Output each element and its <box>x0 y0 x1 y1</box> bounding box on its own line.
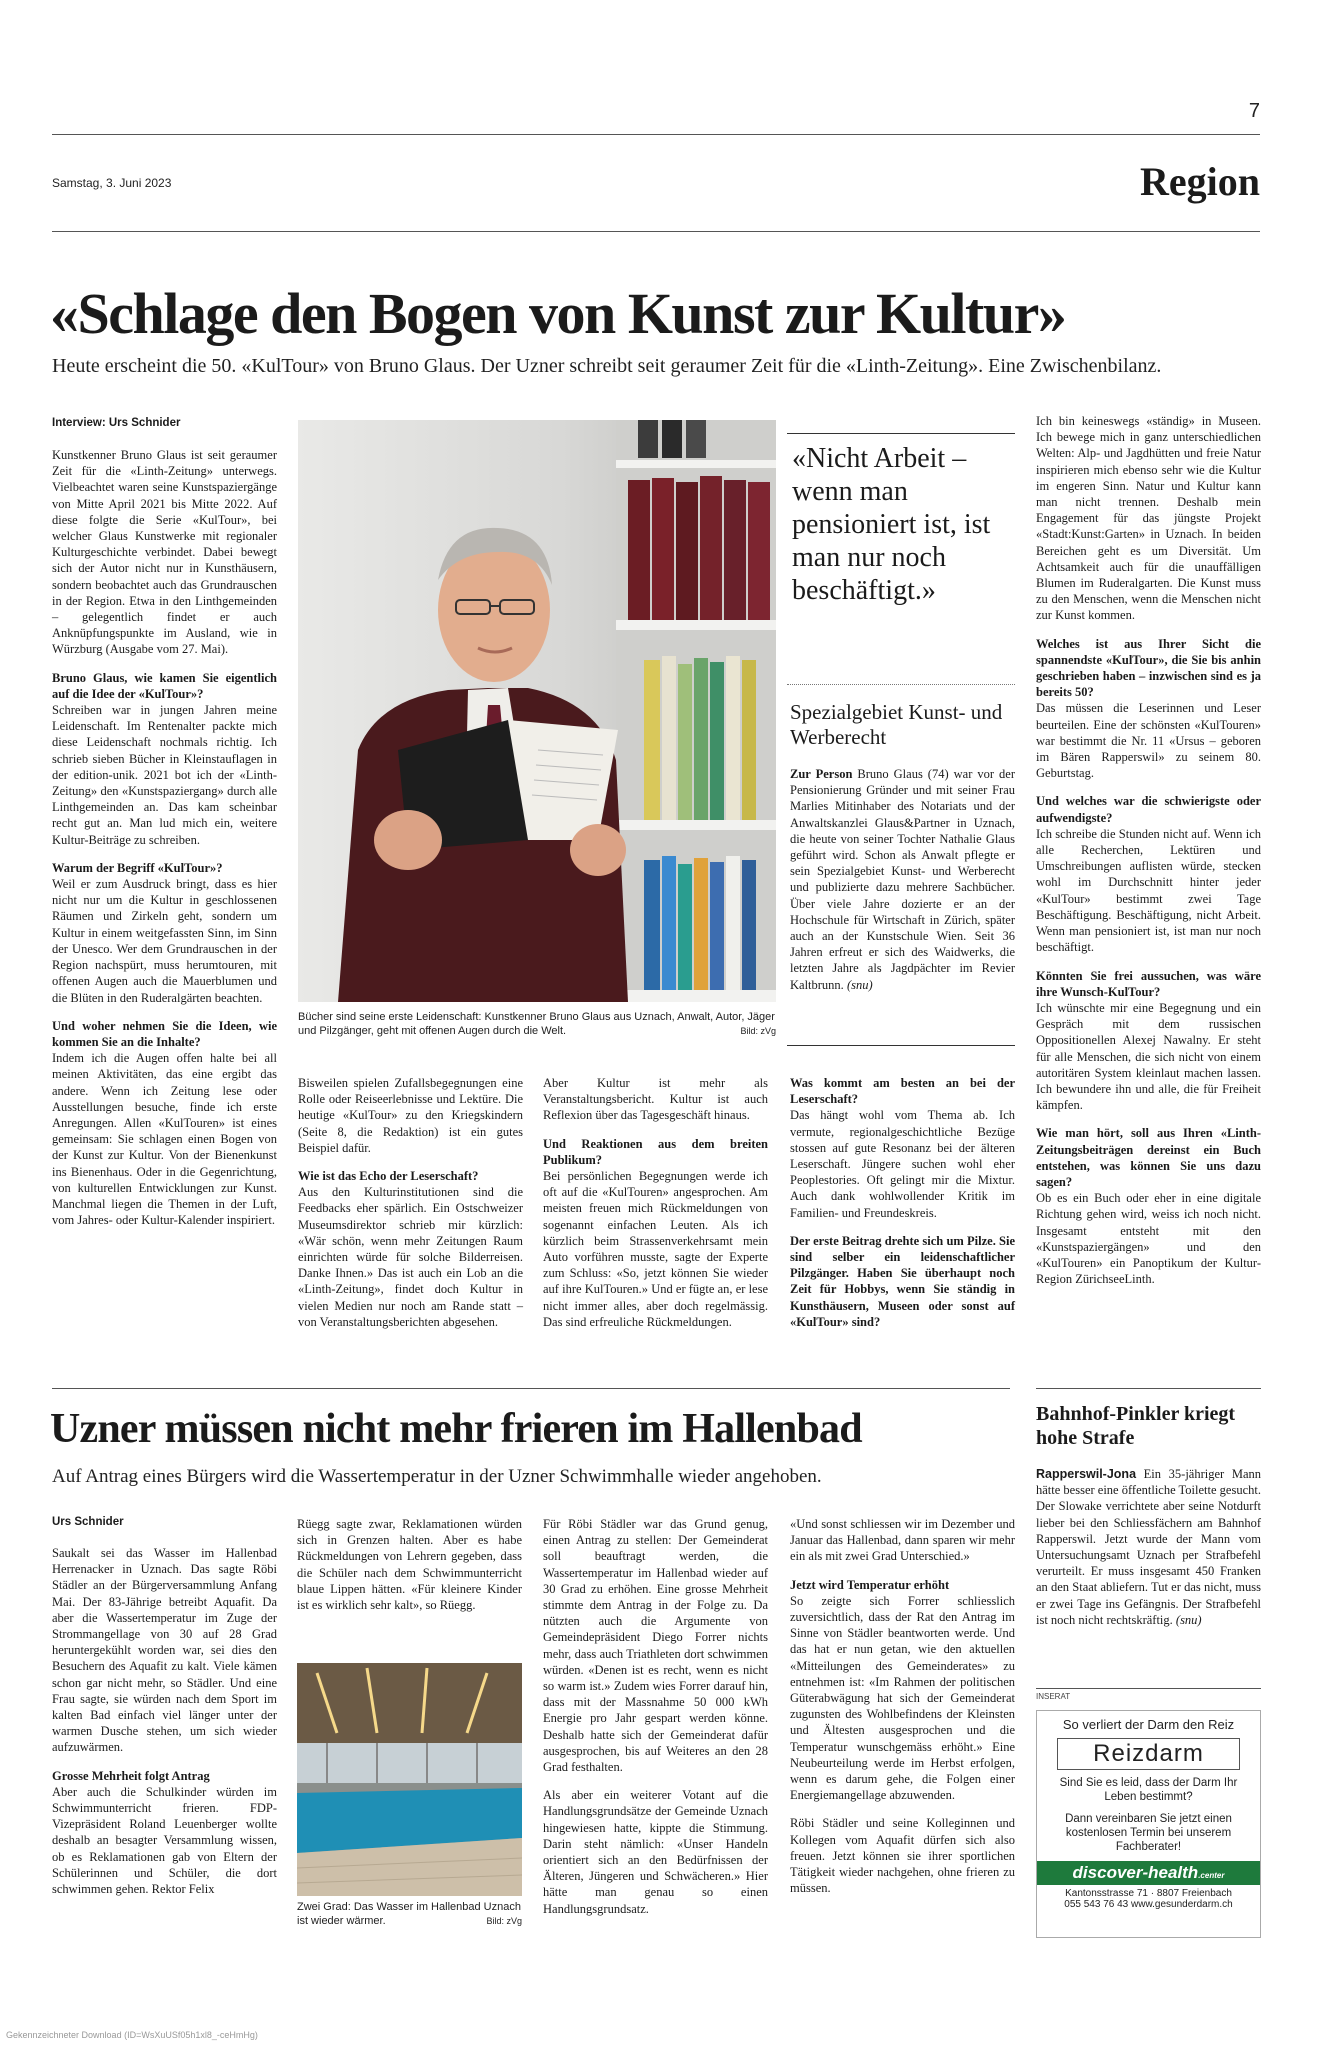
paragraph: Aber auch die Schulkinder würden im Schwimmunterricht frieren. FDP-Vizepräsident Roland Leuenberger wollte deshalb an besagter Versammlung wissen, ob es Reklamationen gab von Eltern der Schülerinnen und Schüler, die dort schwimmen gehen. Rektor Felix <box>52 1784 277 1897</box>
ad-question: Sind Sie es leid, dass der Darm Ihr Leben bestimmt? <box>1059 1777 1238 1803</box>
sidebar-text <box>1036 1466 1261 1628</box>
article2-headline: Uzner müssen nicht mehr frieren im Hallenbad <box>50 1406 862 1452</box>
question: Was kommt am besten an bei der Leserschaft? <box>790 1076 1015 1107</box>
question: Jetzt wird Temperatur erhöht <box>790 1577 950 1592</box>
download-id: Gekennzeichneter Download (ID=WsXuUSf05h1xl8_-ceHmHg) <box>6 2030 258 2040</box>
article2-byline: Urs Schnider <box>52 1516 124 1528</box>
sidebar-rule <box>1036 1388 1261 1389</box>
article1-column-1 <box>52 447 277 1240</box>
portrait-caption <box>298 1010 776 1038</box>
question: Welches ist aus Ihrer Sicht die spannendste «KulTour», die Sie bis anhin geschrieben haben – inzwischen sind es ja bereits 50? <box>1036 636 1261 700</box>
article1-column-5 <box>1036 413 1261 1299</box>
ad-address: Kantonsstrasse 71 · 8807 Freienbach <box>1065 1888 1232 1899</box>
paragraph: «Und sonst schliessen wir im Dezember und Januar das Hallenbad, dann sparen wir mehr ein als mit zwei Grad Unterschied.» <box>790 1517 1015 1564</box>
ad-logo-suffix: .center <box>1198 1871 1225 1880</box>
paragraph: Röbi Städler und seine Kolleginnen und Kollegen vom Aquafit dürfen sich also freuen. Jetzt können sie ihrer sportlichen Tätigkeit wieder nachgehen, ohne frieren zu müssen. <box>790 1816 1015 1896</box>
question: Und Reaktionen aus dem breiten Publikum? <box>543 1136 768 1167</box>
person-box-body: Bruno Glaus (74) war vor der Pensionierung Gründer und mit seiner Frau Marlies Mitinhaber des Notariats und der Anwaltskanzlei Glaus&Partner in Uznach, die heute von seiner Tochter Nathalie Glaus geführt wird. Schon als Anwalt pflegte er sein Spezialgebiet Kunst- und Werberecht und publizierte dazu mehrere Sachbücher. Über viele Jahre dozierte er an der Hochschule für Wirtschaft in Zürich, später auch an der Kunstschule Wien. Seit 36 Jahren erfreut er sich des Waidwerks, die letzten Jahre als Jagdpächter im Revier Kaltbrunn. <box>790 767 1015 992</box>
article2-column-4 <box>790 1516 1015 1908</box>
person-box-signature: (snu) <box>846 977 873 992</box>
question: Und woher nehmen Sie die Ideen, wie kommen Sie an die Inhalte? <box>52 1018 277 1049</box>
article2-lead: Auf Antrag eines Bürgers wird die Wassertemperatur in der Uzner Schwimmhalle wieder angehoben. <box>52 1466 822 1487</box>
article1-column-4 <box>790 1075 1015 1330</box>
paragraph: Ich bin keineswegs «ständig» in Museen. Ich bewege mich in ganz unterschiedlichen Welten: Alp- und Jagdhütten und freie Natur inspirieren mich ebenso sehr wie die Kultur im engeren Sinn. Natur und Kultur kann man nicht trennen. Deshalb mein Engagement für das jüngste Projekt «Stadt:Kunst:Garten» in Uznach. In beiden Bereichen geht es um Diversität. Um Achtsamkeit auch für die unauffälligen Blumen im Ruderalgarten. Die Kunst muss zu den Menschen, wenn die Menschen nicht zur Kunst kommen. <box>1036 414 1261 623</box>
question: Bruno Glaus, wie kamen Sie eigentlich auf die Idee der «KulTour»? <box>52 670 277 701</box>
portrait-caption-text: Bücher sind seine erste Leidenschaft: Kunstkenner Bruno Glaus aus Uznach, Anwalt, Autor, Jäger und Pilzgänger, geht mit offenen Augen durch die Welt. <box>298 1011 775 1037</box>
ad-reizdarm[interactable] <box>1036 1710 1261 1938</box>
section-rule <box>52 231 1260 232</box>
paragraph: Das hängt wohl vom Thema ab. Ich vermute, regionalgeschichtliche Bezüge stossen auf gute Resonanz bei der älteren Leserschaft. Jüngere suchen wohl eher Peoplestories. Oft gelingt mir die Mixtur. Auch dank wohlwollender Kritik im Familien- und Freundeskreis. <box>790 1108 1015 1220</box>
person-box-text <box>790 766 1015 993</box>
portrait-photo <box>298 420 776 1002</box>
article1-headline: «Schlage den Bogen von Kunst zur Kultur» <box>50 281 1066 346</box>
paragraph: Rüegg sagte zwar, Reklamationen würden sich in Grenzen halten. Aber es habe Rückmeldungen von Lehrern gegeben, dass die Schüler nach dem Schwimmunterricht blaue Lippen hätten. «Für kleinere Kinder ist es wirklich sehr kalt», so Rüegg. <box>297 1517 522 1613</box>
paragraph: Aber Kultur ist mehr als Veranstaltungsbericht. Kultur ist auch Reflexion über das Tagesgeschäft hinaus. <box>543 1076 768 1123</box>
page-number: 7 <box>1248 100 1260 122</box>
paragraph: Für Röbi Städler war das Grund genug, einen Antrag zu stellen: Der Gemeinderat soll beauftragt werden, die Wassertemperatur im Hallenbad wieder auf 30 Grad zu erhöhen. Eine grosse Mehrheit stimmte dem Antrag in der Folge zu. Da nützten auch die Argumente von Gemeindepräsident Diego Forrer nichts mehr, dass auch Triathleten dort schwimmen würden. «Denen ist es recht, wenn es nicht so warm ist.» Zudem wies Forrer darauf hin, dass mit der Massnahme 50 000 kWh Energie pro Jahr gespart werden könne. Deshalb hatte sich der Gemeinderat dafür ausgesprochen, bis auf Weiteres an den 28 Grad festhalten. <box>543 1517 768 1775</box>
question: Grosse Mehrheit folgt Antrag <box>52 1768 210 1783</box>
question: Der erste Beitrag drehte sich um Pilze. Sie sind selber ein leidenschaftlicher Pilzgänger. Haben Sie überhaupt noch Zeit für Hobbys, wenn Sie ständig in Kunsthäusern, Museen oder sonst auf «KulTour» sind? <box>790 1233 1015 1329</box>
sidebar-signature: (snu) <box>1175 1612 1202 1627</box>
portrait-illustration <box>298 420 776 1002</box>
paragraph: Ich wünschte mir eine Begegnung und ein Gespräch mit dem russischen Oppositionellen Alexej Nawalny. Er steht für alle Menschen, die sich nicht von einem autoritären System kleinlaut machen lassen. Ich bewundere ihn und alle, die für Freiheit kämpfen. <box>1036 1000 1261 1113</box>
pull-quote: «Nicht Arbeit – wenn man pensioniert ist, ist man nur noch beschäftigt.» <box>792 443 991 606</box>
paragraph: Schreiben war in jungen Jahren meine Leidenschaft. Im Rentenalter packte mich diese Leidenschaft nochmals richtig. Ich schrieb sieben Bücher in Kleinstauflagen in der edition-unik. 2021 bot ich der «Linth-Zeitung» den «Kunstspaziergang» durch alle Linthgemeinden an. Das kam scheinbar recht gut an. Man lud mich ein, weitere Kultur-Beiträge zu schreiben. <box>52 703 277 847</box>
person-box-label: Zur Person <box>790 767 853 781</box>
question: Wie ist das Echo der Leserschaft? <box>298 1169 479 1184</box>
section-title: Region <box>1140 159 1260 204</box>
article2-column-2 <box>297 1516 522 1625</box>
question: Könnten Sie frei aussuchen, was wäre ihre Wunsch-KulTour? <box>1036 968 1261 999</box>
ad-logo <box>1037 1861 1260 1885</box>
question: Warum der Begriff «KulTour»? <box>52 860 223 875</box>
ad-label: INSERAT <box>1036 1692 1071 1701</box>
box-dotted-rule <box>787 684 1015 685</box>
ad-call-to-action: Dann vereinbaren Sie jetzt einen kostenlosen Termin bei unserem Fachberater! <box>1065 1813 1232 1853</box>
ad-rule <box>1036 1688 1261 1689</box>
pool-photo-credit: Bild: zVg <box>486 1916 522 1926</box>
paragraph: Bei persönlichen Begegnungen werde ich oft auf die «KulTouren» angesprochen. Am meisten freuen mich Rückmeldungen von sogenannt einfachen Leuten. Als ich kürzlich beim Strassenverkehrsamt mein Auto vorführen musste, sagte der Experte zum Schluss: «So, jetzt können Sie wieder auf ihre KulTouren.» Und er fügte an, er lese nicht immer alles, aber doch regelmässig. Das sind erfreuliche Rückmeldungen. <box>543 1169 768 1329</box>
person-box-title: Spezialgebiet Kunst- und Werberecht <box>790 700 1003 749</box>
pool-caption-text: Zwei Grad: Das Wasser im Hallenbad Uznach ist wieder wärmer. <box>297 1901 521 1927</box>
sidebar-dateline: Rapperswil-Jona <box>1036 1467 1137 1481</box>
paragraph: Weil er zum Ausdruck bringt, dass es hier nicht nur um die Kultur in geschlossenen Räumen und Zirkeln geht, sondern um Kultur in einem weitgefassten Sinn, im Sinn der Unesco. Wer dem Grundrauschen in der Region nachspürt, muss herumtouren, mit offenen Augen auch die Mauerblumen und die Blüten in den Ruderalgärten beachten. <box>52 877 277 1005</box>
paragraph: Das müssen die Leserinnen und Leser beurteilen. Eine der schönsten «KulTouren» war bestimmt die Nr. 11 «Ursus – geboren im Bären Rapperswil» zu seinem 80. Geburtstag. <box>1036 701 1261 781</box>
header-rule <box>52 134 1260 135</box>
sidebar-headline: Bahnhof-Pinkler kriegt hohe Strafe <box>1036 1403 1236 1449</box>
issue-date: Samstag, 3. Juni 2023 <box>52 176 172 190</box>
paragraph: Saukalt sei das Wasser im Hallenbad Herrenacker in Uznach. Das sagte Röbi Städler an der Bürgerversammlung Anfang Mai. Der 83-Jährige betreibt Aquafit. Da aber die Wassertemperatur im Zuge der Strommangellage von 30 auf 28 Grad heruntergekühlt worden war, sei dies den Besuchern des Aquafit zu kalt. Viele kämen schon gar nicht mehr, so Städler. Und eine Frau sagte, sie würden nach dem Sport im kalten Bad einfach viel länger unter der warmen Dusche stehen, um sich wieder aufzuwärmen. <box>52 1546 277 1755</box>
pool-caption <box>297 1900 522 1928</box>
paragraph: Aus den Kulturinstitutionen sind die Feedbacks eher spärlich. Ein Ostschweizer Museumsdirektor schrieb mir kürzlich: «Wär schön, wenn mehr Zeitungen Raum einrichten würde für solche Bilderreisen. Danke Ihnen.» Das ist auch ein Lob an die «Linth-Zeitung», findet doch Kultur in vielen Medien nur noch am Rande statt – von Veranstaltungsberichten abgesehen. <box>298 1185 523 1329</box>
paragraph: Ob es ein Buch oder eher in eine digitale Richtung gehen wird, weiss ich noch nicht. Insgesamt entsteht mit den «Kunstspaziergängen» und den «KulTouren» ein Panoptikum der Kultur-Region ZürichseeLinth. <box>1036 1191 1261 1287</box>
ad-tagline: So verliert der Darm den Reiz <box>1062 1717 1235 1732</box>
article2-column-1 <box>52 1545 277 1909</box>
sidebar-body: Ein 35-jähriger Mann hätte besser eine öffentliche Toilette gesucht. Der Slowake verrichtete aber seine Notdurft lieber bei den Schliessfächern am Bahnhof Rapperswil. Jetzt wurde der Mann vom Untersuchungsamt Uznach per Strafbefehl verurteilt. Er muss insgesamt 450 Franken an den Staat abliefern. Tut er das nicht, muss er zwei Tage ins Gefängnis. Der Strafbefehl ist noch nicht rechtskräftig. <box>1036 1467 1261 1627</box>
article2-rule <box>52 1388 1010 1389</box>
person-box-rule <box>787 1045 1015 1046</box>
article1-column-3 <box>543 1075 768 1342</box>
pool-photo <box>297 1663 522 1896</box>
question: Und welches war die schwierigste oder aufwendigste? <box>1036 794 1261 825</box>
portrait-photo-credit: Bild: zVg <box>740 1026 776 1036</box>
article1-lead: Heute erscheint die 50. «KulTour» von Bruno Glaus. Der Uzner schreibt seit geraumer Zeit für die «Linth-Zeitung». Eine Zwischenbilanz. <box>52 355 1162 377</box>
paragraph: Indem ich die Augen offen halte bei all meinen Aktivitäten, das eine ergibt das andere. Wenn ich Zeitung lese oder Ausstellungen besuche, finde ich erste Anregungen. Allen «KulTouren» ist eines gemeinsam: Sie schlagen einen Bogen von der Kunst zur Kultur. Von der Bienenkunst ins Bienenhaus. Oder in die Gegenrichtung, von kulturellen Entwicklungen zur Kunst. Manchmal liegen die Themen in der Luft, vom Jahres- oder Kultur-Kalender inspiriert. <box>52 1051 277 1228</box>
article1-column-2 <box>298 1075 523 1342</box>
paragraph: So zeigte sich Forrer schliesslich zuversichtlich, dass der Rat den Antrag im Sinne von Städler beantworten werde. Und das hat er nun getan, wie den aktuellen «Mitteilungen des Gemeinderates» zu entnehmen ist: «Im Rahmen der politischen Güterabwägung hat sich der Gemeinderat zugunsten des Wohlbefindens der Kleinsten und Ältesten ausgesprochen und die Temperatur wunschgemäss erhöht.» Eine Neubeurteilung werde im Herbst erfolgen, wenn es darum gehe, die Folgen einer Energiemangellage abzuwenden. <box>790 1593 1015 1803</box>
paragraph: Kunstkenner Bruno Glaus ist seit geraumer Zeit für die «Linth-Zeitung» unterwegs. Vielbeachtet waren seine Kunstspaziergänge von Mitte April 2021 bis Mitte 2022. Auf diese folgte die Serie «KulTour», bei welcher Glaus Kunstwerke mit regionaler Kulturgeschichte verbindet. Dabei bewegt sich der Autor nicht nur in Kunsthäusern, sondern beobachtet auch das Grundrauschen in der Region. Etwa in den Linthgemeinden – gelegentlich findet er auch Anknüpfungspunkte im Ausland, wie in Würzburg (Ausgabe vom 27. Mai). <box>52 448 277 657</box>
pullquote-rule <box>787 433 1015 434</box>
paragraph: Bisweilen spielen Zufallsbegegnungen eine Rolle oder Reiseerlebnisse und Lektüre. Die heutige «KulTour» zu den Kriegskindern (Seite 8, die Redaktion) ist ein gutes Beispiel dafür. <box>298 1076 523 1155</box>
question: Wie man hört, soll aus Ihren «Linth-Zeitungsbeiträgen dereinst ein Buch entstehen, was können Sie uns dazu sagen? <box>1036 1126 1261 1189</box>
paragraph: Als aber ein weiterer Votant auf die Handlungsgrundsätze der Gemeinde Uznach hingewiesen hatte, kippte die Stimmung. Darin steht nämlich: «Unser Handeln orientiert sich an den Bedürfnissen der Älteren, Jüngeren und Schwächeren.» Hier hätte man genau so einen Handlungsgrundsatz. <box>543 1788 768 1916</box>
article2-column-3 <box>543 1516 768 1929</box>
pool-illustration <box>297 1663 522 1896</box>
ad-logo-text: discover-health <box>1072 1863 1199 1882</box>
article1-byline: Interview: Urs Schnider <box>52 417 181 429</box>
paragraph: Ich schreibe die Stunden nicht auf. Wenn ich alle Recherchen, Lektüren und Umschreibungen auflisten würde, stecken wohl im Durchschnitt hinter jeder «KulTour» bestimmt zwei Tage Beschäftigung. Beschäftigung, nicht Arbeit. Wenn man pensioniert ist, ist man nur noch beschäftigt. <box>1036 826 1261 955</box>
ad-brand: Reizdarm <box>1057 1738 1240 1770</box>
ad-contact[interactable]: 055 543 76 43 www.gesunderdarm.ch <box>1064 1899 1233 1910</box>
